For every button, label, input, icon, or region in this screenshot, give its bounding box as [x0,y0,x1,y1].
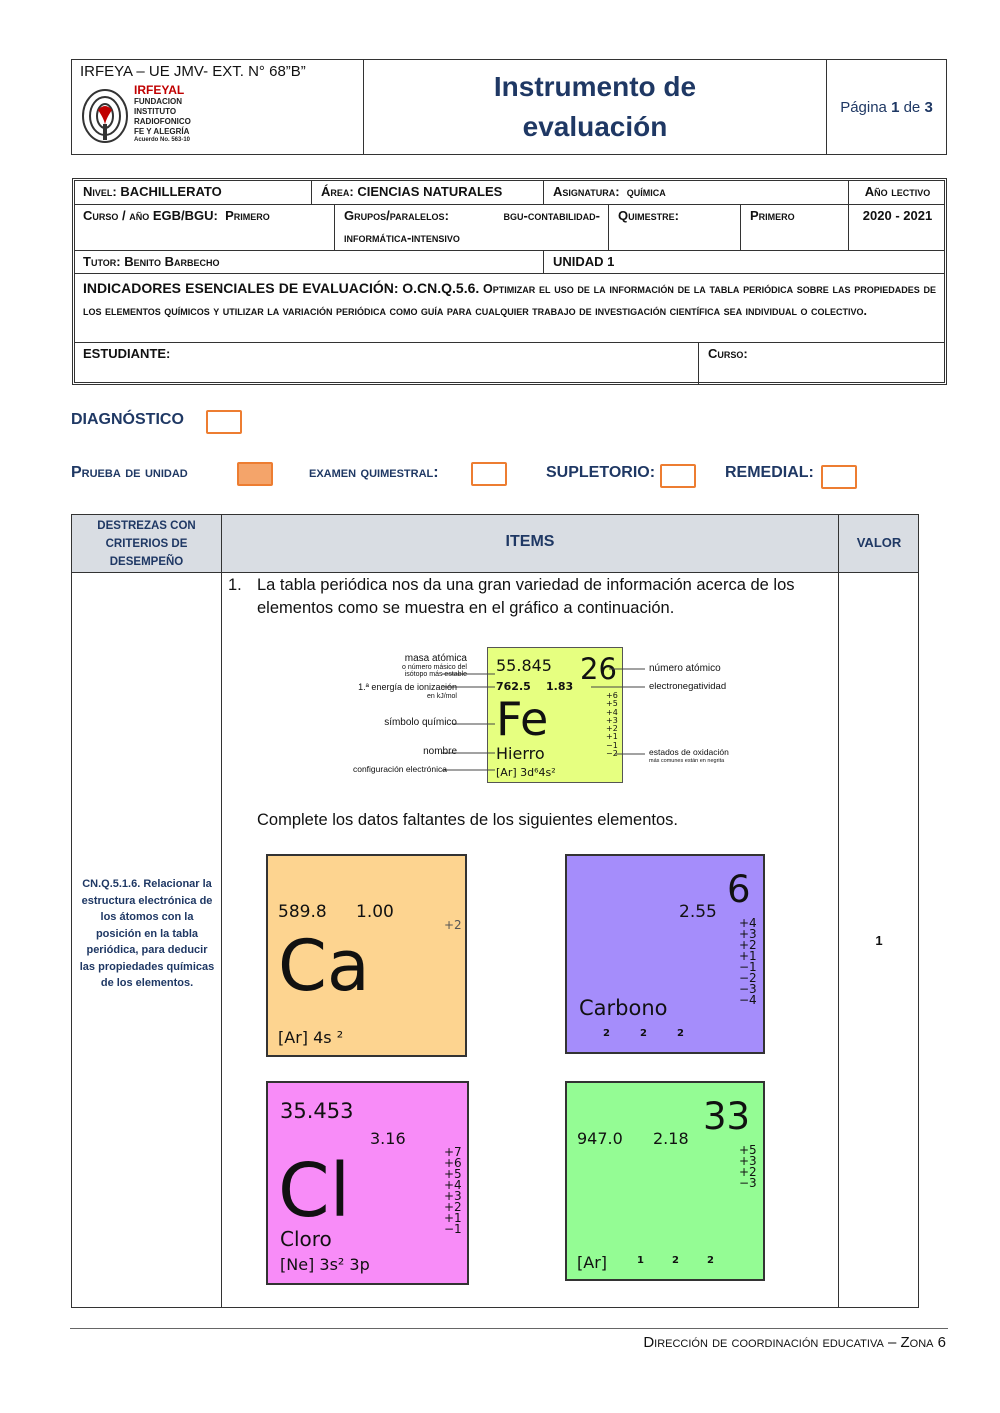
examen-checkbox[interactable] [471,462,507,486]
label-oxidation: estados de oxidación [649,747,729,757]
label-oxidation-sub: más comunes están en negrita [649,758,725,764]
remedial-checkbox[interactable] [821,465,857,489]
logo-line: FE Y ALEGRÍA [134,127,190,136]
page-of: de [903,98,921,116]
oxidation-state: −3 [739,982,757,996]
items-header: ITEMS [505,533,555,550]
items-table [71,514,919,1308]
oxidation-state: −1 [606,740,618,750]
oxidation-state: +2 [606,724,618,734]
oxidation-state: −2 [739,971,757,985]
oxidation-state: +5 [739,1143,757,1157]
quimestre-value: Primero [750,208,795,223]
as-config: [Ar] [577,1253,608,1272]
oxidation-state: +1 [606,732,618,742]
cl-symbol: Cl [278,1148,351,1234]
area-field: Área: CIENCIAS NATURALES [321,184,503,199]
as-ionization: 947.0 [577,1129,623,1148]
fe-number: 26 [580,652,617,686]
header-org-cell [72,60,364,154]
destrezas-header: DESTREZAS CON CRITERIOS DE DESEMPEÑO [97,520,196,568]
label-config: configuración electrónica [352,764,447,774]
diagnostico-checkbox[interactable] [206,410,242,434]
oxidation-state: −2 [606,749,618,759]
fe-ionization: 762.5 [496,680,531,693]
supletorio-label: SUPLETORIO: [546,464,656,481]
cl-mass: 35.453 [280,1099,354,1123]
title-line: Instrumento de [493,71,697,102]
anio-value: 2020 - 2021 [862,208,933,223]
label-mass: masa atómica [404,653,467,664]
oxidation-state: +3 [606,715,618,725]
oxidation-state: +7 [444,1145,462,1159]
c-number: 6 [727,868,751,911]
page-prefix: Página [840,98,887,116]
oxidation-state: +2 [739,938,757,952]
ca-electroneg: 1.00 [356,902,394,922]
logo-brand: IRFEYAL [134,83,185,97]
oxidation-state: +2 [739,1165,757,1179]
oxidation-state: −1 [444,1222,462,1236]
cl-oxidation [444,1147,462,1235]
as-electroneg: 2.18 [653,1129,689,1148]
logo-line: FUNDACION [134,97,182,106]
fe-legend-diagram [327,645,767,785]
supletorio-checkbox[interactable] [660,464,696,488]
curso-field: Curso / año EGB/BGU: Primero [83,208,270,223]
oxidation-state: +1 [444,1211,462,1225]
instruction-text: Complete los datos faltantes de los siguientes elementos. [257,811,678,829]
as-number: 33 [703,1095,751,1138]
c-oxidation [739,918,757,1006]
oxidation-state: +4 [739,916,757,930]
fe-electroneg: 1.83 [546,680,574,693]
oxidation-state: +2 [444,1200,462,1214]
cl-config: [Ne] 3s² 3p [280,1255,370,1274]
logo-line: INSTITUTO [134,107,177,116]
label-electroneg: electronegatividad [649,681,727,692]
as-config-marks: 1 2 2 [637,1255,714,1266]
logo-text [134,84,191,144]
logo [80,84,355,144]
oxidation-state: +3 [739,1154,757,1168]
c-config-marks: 2 2 2 [603,1028,684,1039]
c-electroneg: 2.55 [679,902,717,922]
unidad-field: UNIDAD 1 [553,254,615,269]
label-ionization: 1.ª energía de ionización [358,682,457,692]
logo-line: Acuerdo No. 563-10 [134,137,191,143]
item-number: 1. [228,576,242,594]
tutor-field: Tutor: Benito Barbecho [83,254,220,269]
tile-calcium[interactable] [266,854,467,1057]
asignatura-field: Asignatura: química [553,184,666,199]
label-name: nombre [423,746,457,757]
cl-electroneg: 3.16 [370,1129,406,1148]
prueba-label: Prueba de unidad [71,464,188,481]
footer-text: Dirección de coordinación educativa – Zona 6 [643,1334,946,1351]
tile-chlorine[interactable] [266,1081,469,1285]
ca-ionization: 589.8 [278,902,327,922]
indicadores-field: INDICADORES ESENCIALES DE EVALUACIÓN: O.CN.Q.5.6. Optimizar el uso de la información de la tabla periódica sobre las propiedades de los elementos químicos y utilizar la variación periódica como guía para cualquier trabajo de investigación científica sea individual o colectivo. [83,280,936,318]
fe-name: Hierro [496,744,545,763]
page-number: 1 [891,98,900,116]
logo-emblem-icon [80,84,130,144]
diagnostico-label: DIAGNÓSTICO [71,411,184,428]
remedial-label: REMEDIAL: [725,464,814,481]
oxidation-state: −4 [739,993,757,1007]
nivel-field: Nivel: BACHILLERATO [83,184,222,199]
oxidation-state: −3 [739,1176,757,1190]
title-line: evaluación [522,111,668,142]
valor-value: 1 [875,933,883,948]
oxidation-state: +6 [444,1156,462,1170]
logo-line: RADIOFONICO [134,117,191,126]
oxidation-state: +3 [739,927,757,941]
grupos-field-cont: informática-intensivo [344,230,460,245]
examen-label: examen quimestral: [309,464,439,481]
org-name: IRFEYA – UE JMV- EXT. N° 68”B” [80,63,306,80]
oxidation-state: +3 [444,1189,462,1203]
grupos-field: Grupos/paralelos: bgu-contabilidad- [344,208,600,223]
fe-config: [Ar] 3d⁶4s² [496,766,556,779]
oxidation-state: +1 [739,949,757,963]
cl-name: Cloro [280,1227,332,1251]
valor-header: VALOR [856,535,902,550]
item-text: La tabla periódica nos da una gran variedad de información acerca de los elementos como se muestra en el gráfico a continuación. [257,576,795,617]
fe-symbol: Fe [496,692,549,746]
destreza-text: CN.Q.5.1.6. Relacionar la estructura electrónica de los átomos con la posición en la tabla periódica, para deducir las propiedades químicas de los elementos. [79,878,215,989]
tile-carbon[interactable] [565,854,765,1054]
oxidation-state: +5 [444,1167,462,1181]
label-mass-sub: o número másico del isótopo más estable [402,664,467,678]
ca-config: [Ar] 4s ² [278,1028,344,1047]
ca-oxidation: +2 [444,918,462,932]
estudiante-field[interactable]: ESTUDIANTE: [83,346,171,361]
oxidation-state: −1 [739,960,757,974]
prueba-checkbox[interactable] [237,462,273,486]
footer-divider [70,1328,948,1329]
anio-label: Año lectivo [864,184,931,199]
as-oxidation [739,1145,757,1189]
tile-arsenic[interactable] [565,1081,765,1281]
label-number: número atómico [649,663,721,674]
document-title [364,60,827,154]
oxidation-state: +6 [606,691,618,700]
info-table [72,178,947,385]
page-total: 3 [924,98,933,116]
oxidation-state: +4 [606,707,618,717]
c-name: Carbono [579,996,668,1020]
document-header [71,59,947,155]
fe-mass: 55.845 [496,656,552,675]
oxidation-state: +4 [444,1178,462,1192]
quimestre-label: Quimestre: [618,208,679,223]
label-ionization-sub: en kJ/mol [427,693,457,700]
ca-symbol: Ca [278,925,370,1007]
curso2-field[interactable]: Curso: [708,346,748,361]
oxidation-state: +5 [606,699,618,709]
label-symbol: símbolo químico [384,717,457,728]
page-indicator [827,60,946,154]
